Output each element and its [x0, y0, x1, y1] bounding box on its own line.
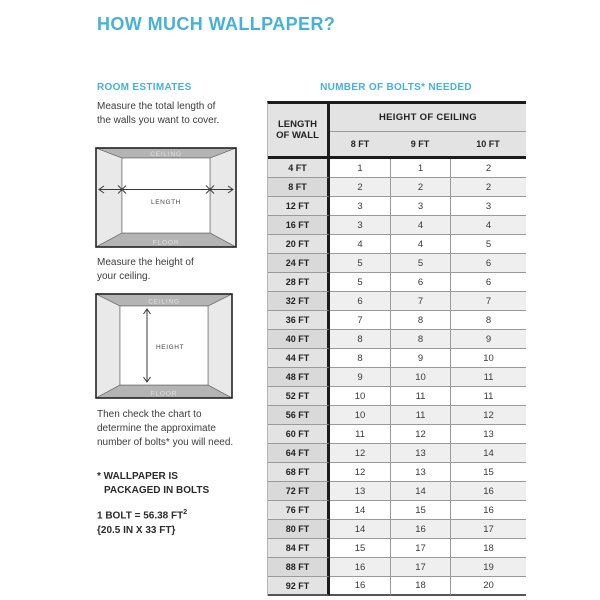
bolts-8ft-cell: 8: [330, 330, 390, 349]
table-row: [268, 387, 526, 406]
bolts-table: [267, 101, 526, 596]
table-row: [268, 501, 526, 520]
bolts-10ft-cell: 12: [450, 406, 526, 425]
wall-length-cell: 52 FT: [268, 387, 330, 406]
length-label: LENGTH: [151, 199, 181, 206]
bolts-10ft-cell: 11: [450, 387, 526, 406]
bolts-9ft-cell: 12: [390, 425, 450, 444]
bolts-10ft-cell: 14: [450, 444, 526, 463]
table-body: [268, 159, 526, 596]
table-row: [268, 482, 526, 501]
table-row: [268, 539, 526, 558]
left-wall-shape: [96, 294, 120, 398]
length-of-wall-header: LENGTH OF WALL: [268, 104, 330, 156]
wall-length-cell: 24 FT: [268, 254, 330, 273]
bolts-8ft-cell: 13: [330, 482, 390, 501]
wall-length-cell: 32 FT: [268, 292, 330, 311]
bolts-10ft-cell: 13: [450, 425, 526, 444]
height-label: HEIGHT: [156, 344, 185, 351]
table-row: [268, 444, 526, 463]
bolts-8ft-cell: 8: [330, 349, 390, 368]
bolts-9ft-cell: 7: [390, 292, 450, 311]
ceiling-header-group: [330, 104, 526, 156]
table-row: [268, 273, 526, 292]
bolt-dims-line: {20.5 IN X 33 FT}: [97, 525, 176, 537]
bolts-8ft-cell: 12: [330, 463, 390, 482]
wall-length-cell: 64 FT: [268, 444, 330, 463]
bolts-9ft-cell: 9: [390, 349, 450, 368]
bolts-9ft-cell: 13: [390, 444, 450, 463]
bolts-8ft-cell: 11: [330, 425, 390, 444]
table-row: [268, 425, 526, 444]
ceiling-label: CEILING: [150, 151, 182, 158]
bolts-9ft-cell: 8: [390, 330, 450, 349]
bolts-10ft-cell: 16: [450, 482, 526, 501]
bolts-9ft-cell: 6: [390, 273, 450, 292]
wall-length-cell: 16 FT: [268, 216, 330, 235]
table-row: [268, 406, 526, 425]
left-wall-shape: [96, 148, 122, 247]
bolts-9ft-cell: 1: [390, 159, 450, 178]
room-length-diagram: [95, 147, 237, 253]
wall-length-cell: 68 FT: [268, 463, 330, 482]
bolts-9ft-cell: 15: [390, 501, 450, 520]
room-height-diagram: [95, 293, 233, 404]
table-row: [268, 577, 526, 596]
wall-length-cell: 48 FT: [268, 368, 330, 387]
table-row: [268, 254, 526, 273]
floor-label: FLOOR: [150, 390, 178, 398]
bolts-10ft-cell: 17: [450, 520, 526, 539]
bolts-10ft-cell: 20: [450, 577, 526, 596]
bolts-10ft-cell: 6: [450, 273, 526, 292]
bolts-8ft-cell: 16: [330, 577, 390, 596]
bolts-8ft-cell: 10: [330, 387, 390, 406]
table-header: [268, 104, 526, 159]
wall-length-cell: 80 FT: [268, 520, 330, 539]
wall-length-cell: 40 FT: [268, 330, 330, 349]
right-wall-shape: [208, 294, 232, 398]
room-estimates-heading: ROOM ESTIMATES: [97, 82, 192, 93]
wall-length-cell: 44 FT: [268, 349, 330, 368]
wall-length-cell: 20 FT: [268, 235, 330, 254]
bolts-9ft-cell: 13: [390, 463, 450, 482]
bolts-8ft-cell: 7: [330, 311, 390, 330]
wall-length-cell: 36 FT: [268, 311, 330, 330]
table-row: [268, 330, 526, 349]
bolts-8ft-cell: 3: [330, 197, 390, 216]
table-row: [268, 197, 526, 216]
bolts-8ft-cell: 4: [330, 235, 390, 254]
bolts-8ft-cell: 2: [330, 178, 390, 197]
bolts-9ft-cell: 10: [390, 368, 450, 387]
bolts-9ft-cell: 4: [390, 216, 450, 235]
wall-length-cell: 60 FT: [268, 425, 330, 444]
bolts-9ft-cell: 5: [390, 254, 450, 273]
bolts-9ft-cell: 3: [390, 197, 450, 216]
bolts-9ft-cell: 11: [390, 387, 450, 406]
bolts-8ft-cell: 15: [330, 539, 390, 558]
bolts-10ft-cell: 11: [450, 368, 526, 387]
col-header-9ft: 9 FT: [410, 139, 430, 149]
bolts-9ft-cell: 17: [390, 539, 450, 558]
bolt-spec: [97, 505, 187, 538]
check-chart-instruction: Then check the chart to determine the approximate number of bolts* you will need.: [97, 409, 234, 448]
measure-length-instruction: Measure the total length of the walls you want to cover.: [97, 101, 220, 126]
measure-height-instruction: Measure the height of your ceiling.: [97, 257, 194, 282]
bolts-8ft-cell: 3: [330, 216, 390, 235]
wall-length-cell: 4 FT: [268, 159, 330, 178]
bolts-10ft-cell: 5: [450, 235, 526, 254]
bolts-9ft-cell: 18: [390, 577, 450, 596]
bolts-footnote: * WALLPAPER IS PACKAGED IN BOLTS: [97, 471, 210, 496]
table-row: [268, 463, 526, 482]
bolts-8ft-cell: 5: [330, 254, 390, 273]
bolts-needed-heading: NUMBER OF BOLTS* NEEDED: [320, 82, 472, 93]
bolts-9ft-cell: 14: [390, 482, 450, 501]
table-row: [268, 520, 526, 539]
height-of-ceiling-header: HEIGHT OF CEILING: [330, 104, 526, 132]
wall-length-cell: 8 FT: [268, 178, 330, 197]
bolts-9ft-cell: 11: [390, 406, 450, 425]
bolts-10ft-cell: 15: [450, 463, 526, 482]
bolts-10ft-cell: 4: [450, 216, 526, 235]
bolts-10ft-cell: 18: [450, 539, 526, 558]
bolts-9ft-cell: 8: [390, 311, 450, 330]
table-row: [268, 235, 526, 254]
bolts-8ft-cell: 16: [330, 558, 390, 577]
table-row: [268, 216, 526, 235]
bolts-8ft-cell: 1: [330, 159, 390, 178]
wall-length-cell: 12 FT: [268, 197, 330, 216]
bolts-8ft-cell: 12: [330, 444, 390, 463]
wall-length-cell: 72 FT: [268, 482, 330, 501]
page-title: HOW MUCH WALLPAPER?: [97, 14, 336, 34]
wall-length-cell: 84 FT: [268, 539, 330, 558]
wall-length-cell: 88 FT: [268, 558, 330, 577]
bolts-8ft-cell: 5: [330, 273, 390, 292]
wall-length-cell: 76 FT: [268, 501, 330, 520]
bolt-area-line: 1 BOLT = 56.38 $FT^2$: [97, 509, 188, 522]
bolts-8ft-cell: 10: [330, 406, 390, 425]
bolts-10ft-cell: 6: [450, 254, 526, 273]
table-row: [268, 349, 526, 368]
bolts-8ft-cell: 14: [330, 501, 390, 520]
bolts-10ft-cell: 10: [450, 349, 526, 368]
col-header-8ft: 8 FT: [350, 139, 370, 149]
table-row: [268, 292, 526, 311]
col-header-10ft: 10 FT: [476, 139, 500, 149]
bolts-10ft-cell: 9: [450, 330, 526, 349]
ceiling-label: CEILING: [148, 298, 180, 306]
ceiling-subheaders: [330, 132, 526, 156]
wall-length-cell: 28 FT: [268, 273, 330, 292]
wall-length-cell: 92 FT: [268, 577, 330, 596]
table-row: [268, 159, 526, 178]
right-wall-shape: [210, 148, 236, 247]
bolts-8ft-cell: 14: [330, 520, 390, 539]
bolts-9ft-cell: 17: [390, 558, 450, 577]
bolts-8ft-cell: 6: [330, 292, 390, 311]
bolts-10ft-cell: 8: [450, 311, 526, 330]
bolts-9ft-cell: 16: [390, 520, 450, 539]
floor-label: FLOOR: [152, 239, 180, 247]
bolts-10ft-cell: 2: [450, 159, 526, 178]
bolts-8ft-cell: 9: [330, 368, 390, 387]
bolts-10ft-cell: 2: [450, 178, 526, 197]
bolts-10ft-cell: 7: [450, 292, 526, 311]
table-row: [268, 311, 526, 330]
bolts-9ft-cell: 4: [390, 235, 450, 254]
bolts-10ft-cell: 3: [450, 197, 526, 216]
table-row: [268, 558, 526, 577]
wall-length-cell: 56 FT: [268, 406, 330, 425]
bolts-9ft-cell: 2: [390, 178, 450, 197]
bolts-10ft-cell: 19: [450, 558, 526, 577]
table-row: [268, 368, 526, 387]
bolts-10ft-cell: 16: [450, 501, 526, 520]
back-wall-shape: [122, 158, 210, 233]
table-row: [268, 178, 526, 197]
